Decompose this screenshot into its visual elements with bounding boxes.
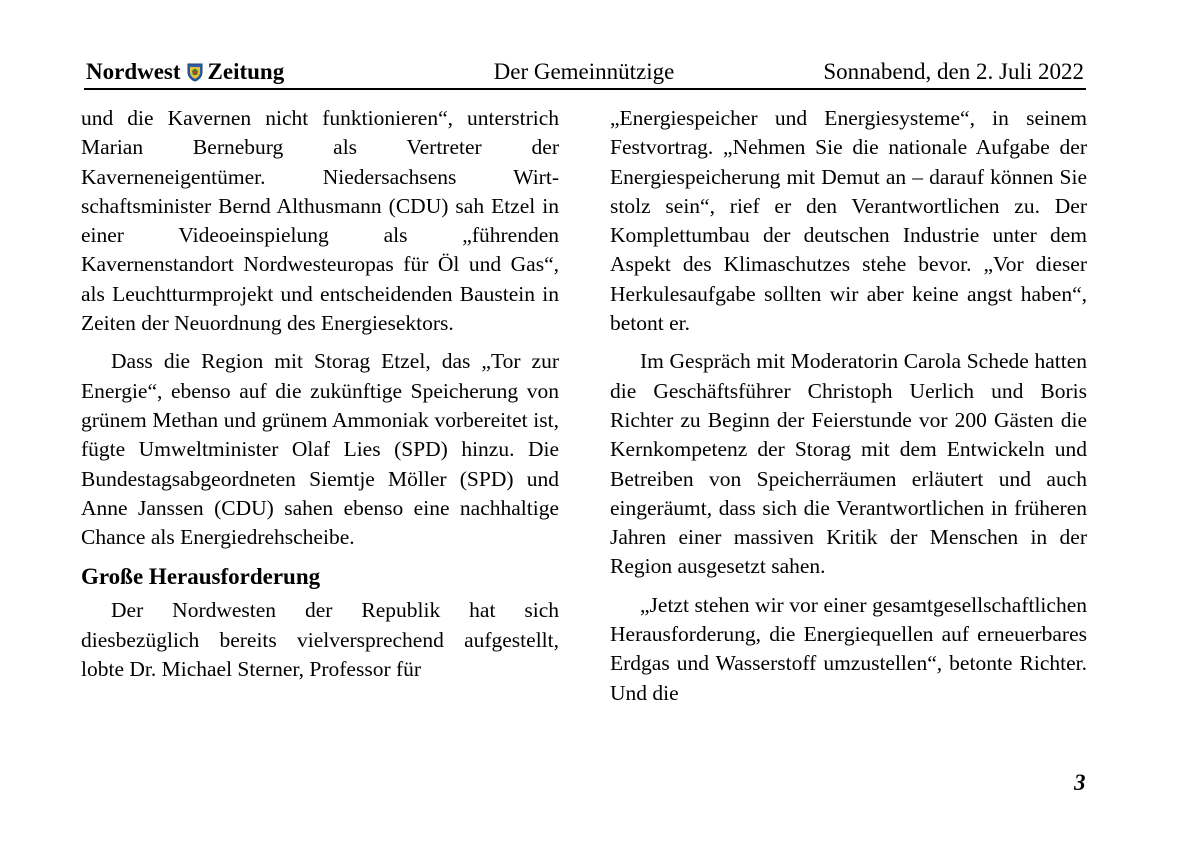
- paragraph: Im Gespräch mit Moderatorin Carola Schede hatten die Geschäftsführer Christoph Uerlich und Boris Richter zu Beginn der Feierstunde vor 200 Gästen die Kernkompetenz der Storag mit dem Entwickeln und Betreiben von Speicherräumen erläutert und auch eingeräumt, dass sich die Verantwortlichen in früheren Jahren einer massiven Kritik der Menschen in der Region ausgesetzt sahen.: [610, 349, 1087, 579]
- paragraph: „Jetzt stehen wir vor einer gesamtgesellschaftlichen Herausforderung, die Energiequellen auf erneuerbares Erdgas und Wasserstoff umzustellen“, betonte Richter. Und die: [610, 592, 1087, 705]
- issue-date: Sonnabend, den 2. Juli 2022: [823, 59, 1084, 84]
- header-rule: [84, 88, 1086, 90]
- page-header: [84, 56, 1086, 90]
- paragraph: Dass die Region mit Storag Etzel, das „Tor zur Energie“, ebenso auf die zukünftige Speicherung von grünem Methan und grünem Ammoniak vorbereitet ist, fügte Umweltminister Olaf Lies (SPD) hinzu. Die Bundestagsabgeordneten Siemtje Möller (SPD) und Anne Janssen (CDU) sahen ebenso eine nachhaltige Chance als Energiedrehscheibe.: [81, 349, 559, 550]
- page-number: 3: [1074, 770, 1086, 795]
- masthead: [86, 59, 284, 85]
- paragraph: „Energiespeicher und Energiesysteme“, in seinem Festvortrag. „Nehmen Sie die nationale Aufgabe der Energiespeicherung mit Demut an – darauf können Sie stolz sein“, rief er den Verantwortlichen zu. Der Komplettumbau der deutschen Industrie unter dem Aspekt des Klimaschutzes stehe bevor. „Vor dieser Herkulesaufgabe sollten wir aber keine angst haben“, betont er.: [610, 106, 1087, 336]
- left-column: [81, 104, 559, 684]
- section-heading: Große Herausforderung: [81, 564, 321, 590]
- paragraph: Der Nordwesten der Republik hat sich diesbezüglich bereits vielversprechend aufgestellt, lobte Dr. Michael Sterner, Professor für: [81, 598, 559, 682]
- masthead-right: Zeitung: [207, 59, 285, 84]
- supplement-title: Der Gemeinnützige: [493, 59, 675, 84]
- coat-of-arms-icon: [187, 63, 203, 82]
- masthead-left: Nordwest: [86, 59, 181, 84]
- right-column: [610, 104, 1087, 708]
- paragraph: und die Kavernen nicht funktionieren“, unterstrich Marian Berneburg als Vertreter der Kaverneneigentümer. Niedersachsens Wirtschaftsminister Bernd Althusmann (CDU) sah Etzel in einer Videoeinspielung als „führenden Kavernenstandort Nordwesteuropas für Öl und Gas“, als Leuchtturmprojekt und entscheidenden Baustein in Zeiten der Neuordnung des Energiesektors.: [81, 106, 559, 336]
